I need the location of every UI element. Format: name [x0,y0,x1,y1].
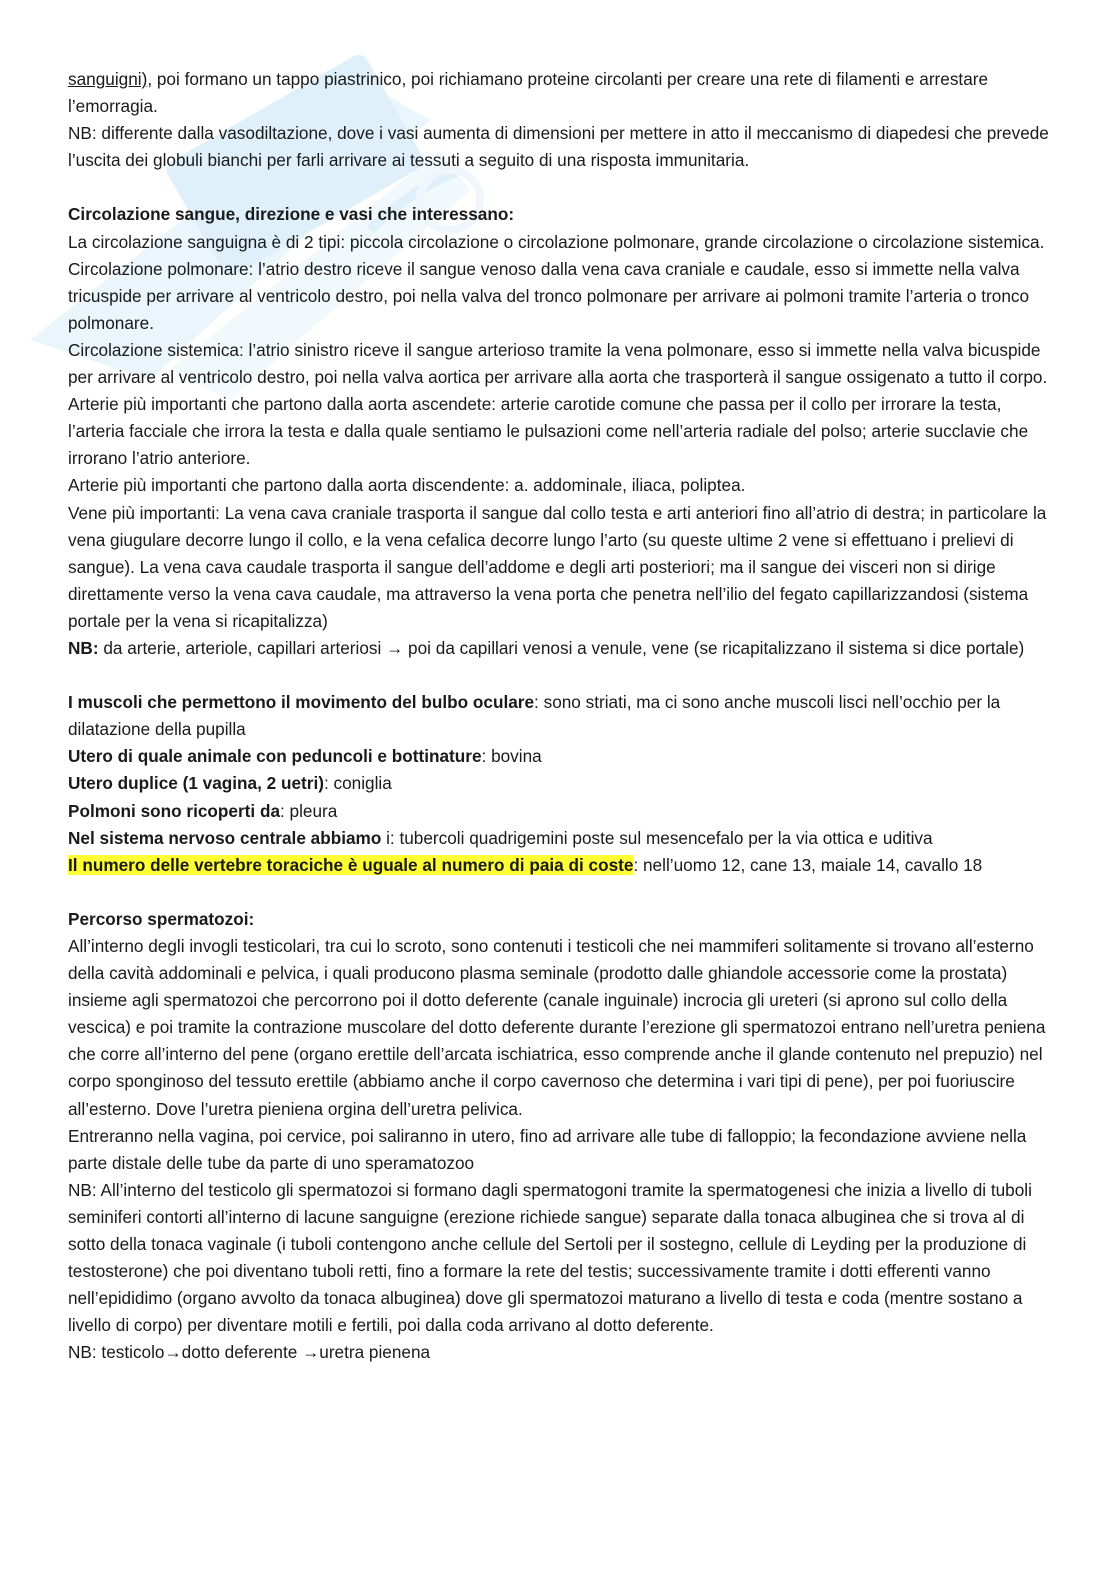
circolazione-p5: Arterie più importanti che partono dalla aorta discendente: a. addominale, iliaca, poliptea. [68,475,746,496]
intro-paragraph [68,66,1053,120]
spermatozoi-p4: NB: testicolo→dotto deferente →uretra pienena [68,1342,431,1363]
circolazione-p3: Circolazione sistemica: l’atrio sinistro riceve il sangue arterioso tramite la vena polmonare, esso si immette nella valva bicuspide per arrivare al ventricolo destro, poi nella valva aortica per arrivare alla aorta che trasporterà il sangue ossigenato a tutto il corpo. [68,339,1048,388]
spacer [68,879,1053,906]
underlined-term: sanguigni) [68,69,148,89]
intro-text: , poi formano un tappo piastrinico, poi richiamano proteine circolanti per creare una rete di filamenti e arrestare l’emorragia. [68,69,989,117]
intro-nb: NB: differente dalla vasodiltazione, dove i vasi aumenta di dimensioni per mettere in atto il meccanismo di diapedesi che prevede l’uscita dei globuli bianchi per farli arrivare ai tessuti a seguito di una risposta immunitaria. [68,123,1049,171]
document-body [68,66,1053,1367]
fact-line: Polmoni sono ricoperti da: pleura [68,800,338,821]
fact-line: Utero duplice (1 vagina, 2 uetri): coniglia [68,773,392,794]
spermatozoi-p2: Entreranno nella vagina, poi cervice, poi saliranno in utero, fino ad arrivare alle tube di falloppio; la fecondazione avviene nella parte distale delle tube da parte di uno speramatozoo [68,1125,1027,1173]
spacer [68,174,1053,201]
fact-line: Nel sistema nervoso centrale abbiamo i: tubercoli quadrigemini poste sul mesencefalo per la via ottica e uditiva [68,827,933,848]
circolazione-p4: Arterie più importanti che partono dalla aorta ascendete: arterie carotide comune che passa per il collo per irrorare la testa, l’arteria facciale che irrora la testa e dalla quale sentiamo le pulsazioni come nell’arteria radiale del polso; arterie succlavie che irrorano l’atrio anteriore. [68,394,1029,469]
circolazione-p1: La circolazione sanguigna è di 2 tipi: piccola circolazione o circolazione polmonare, grande circolazione o circolazione sistemica. [68,231,1045,252]
spermatozoi-p3: NB: All’interno del testicolo gli spermatozoi si formano dagli spermatogoni tramite la spermatogenesi che inizia a livello di tuboli seminiferi contorti all’interno di lacune sanguigne (erezione richiede sangue) separate dalla tonaca albuginea che si trova al di sotto della tonaca vaginale (i tuboli contengono anche cellule del Sertoli per il sostegno, cellule di Leyding per la produzione di testosterone) che poi diventano tuboli retti, fino a formare la rete del testis; successivamente tramite i dotti efferenti vanno nell’epididimo (organo avvolto da tonaca albuginea) dove gli spermatozoi maturano a livello di testa e coda (mentre sostano a livello di corpo) per diventare motili e fertili, poi dalla coda arrivano al dotto deferente. [68,1179,1032,1336]
spacer [68,662,1053,689]
spermatozoi-p1: All’interno degli invogli testicolari, tra cui lo scroto, sono contenuti i testicoli che nei mammiferi solitamente si trovano all’esterno della cavità addominali e pelvica, i quali producono plasma seminale (prodotto dalle ghiandole accessorie come la prostata) insieme agli spermatozoi che percorrono poi il dotto deferente (canale inguinale) incrocia gli ureteri (si aprono sul collo della vescica) e poi tramite la contrazione muscolare del dotto deferente durante l’erezione gli spermatozoi entrano nell’uretra peniena che corre all’interno del pene (organo erettile dell’arcata ischiatrica, esso comprende anche il glande contenuto nel prepuzio) nel corpo sponginoso del tessuto erettile (abbiamo anche il corpo cavernoso che determina i vari tipi di pene), per poi fuoriuscire all’esterno. Dove l’uretra pieniena orgina dell’uretra pelivica. [68,936,1046,1119]
circolazione-p6: Vene più importanti: La vena cava craniale trasporta il sangue dal collo testa e arti anteriori fino all’atrio di destra; in particolare la vena giugulare decorre lungo il collo, e la vena cefalica decorre lungo l’arto (su queste ultime 2 vene si effettuano i prelievi di sangue). La vena cava caudale trasporta il sangue dell’addome e degli arti posteriori; ma il sangue dei visceri non si dirige direttamente verso la vena cava caudale, ma attraverso la vena porta che penetra nell’ilio del fegato capillarizzandosi (sistema portale per la vena si ricapitalizza) [68,502,1047,631]
highlighted-text: Il numero delle vertebre toraciche è uguale al numero di paia di coste [68,854,634,875]
fact-line: I muscoli che permettono il movimento del bulbo oculare: sono striati, ma ci sono anche muscoli lisci nell’occhio per la dilatazione della pupilla [68,692,1001,740]
circolazione-p2: Circolazione polmonare: l’atrio destro riceve il sangue venoso dalla vena cava craniale e caudale, esso si immette nella valva tricuspide per arrivare al ventricolo destro, poi nella valva del tronco polmonare per arrivare ai polmoni tramite l’arteria o tronco polmonare. [68,258,1030,333]
circolazione-heading: Circolazione sangue, direzione e vasi che interessano: [68,204,515,225]
spermatozoi-heading: Percorso spermatozoi: [68,908,255,929]
fact-line-highlighted: Il numero delle vertebre toraciche è uguale al numero di paia di coste: nell’uomo 12, cane 13, maiale 14, cavallo 18 [68,854,983,875]
fact-line: Utero di quale animale con peduncoli e bottinature: bovina [68,746,542,767]
circolazione-nb: NB: da arterie, arteriole, capillari arteriosi → poi da capillari venosi a venule, vene (se ricapitalizzano il sistema si dice portale) [68,637,1025,658]
